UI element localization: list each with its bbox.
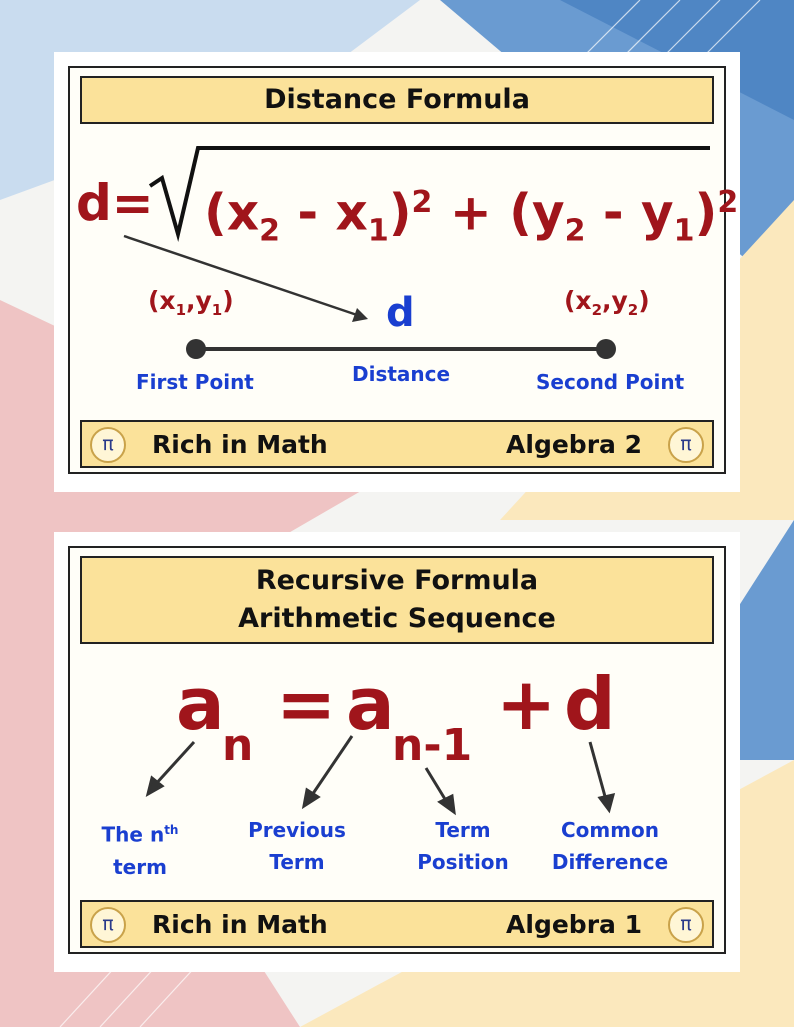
- label-common-difference: [544, 814, 676, 878]
- coord-subscript: 1: [211, 301, 223, 319]
- formula-graphics: [70, 68, 724, 472]
- coord-subscript: 2: [627, 301, 639, 319]
- formula-term-a-previous: a: [346, 662, 395, 746]
- first-point-coords: [148, 286, 234, 319]
- card-title-line-1: Recursive Formula: [255, 565, 539, 596]
- coord-part: ): [638, 286, 650, 315]
- formula-subscript: 2: [564, 213, 586, 249]
- label-text: Term: [435, 818, 491, 842]
- formula-plus: +: [496, 662, 557, 746]
- first-point-dot: [186, 339, 206, 359]
- formula-exponent: 2: [717, 185, 739, 220]
- formula-part: (x: [204, 183, 260, 242]
- formula-part: +: [432, 183, 510, 242]
- second-point-dot: [596, 339, 616, 359]
- formula-common-difference: d: [564, 662, 616, 746]
- label-text: Term: [269, 850, 325, 874]
- formula-equals: =: [276, 662, 337, 746]
- card-title-line-2: Arithmetic Sequence: [238, 603, 556, 634]
- formula-part: - y: [585, 183, 674, 242]
- label-text: Position: [417, 850, 509, 874]
- label-text: Previous: [248, 818, 346, 842]
- label-text: Difference: [551, 850, 669, 874]
- second-point-label: Second Point: [536, 370, 685, 394]
- distance-formula-radicand: [204, 168, 738, 267]
- label-nth-term: [98, 814, 182, 883]
- formula-term-a: a: [176, 662, 225, 746]
- distance-symbol: d: [386, 290, 415, 336]
- label-term-position: [408, 814, 518, 878]
- formula-part: - x: [279, 183, 368, 242]
- pi-logo-icon: π: [90, 427, 126, 463]
- formula-subscript: 2: [259, 213, 280, 249]
- coord-subscript: 2: [591, 301, 602, 319]
- formula-part: ): [388, 183, 412, 242]
- footer-course: Algebra 2: [506, 430, 642, 459]
- formula-d-equals: d=: [76, 174, 154, 232]
- pi-logo-icon: π: [668, 427, 704, 463]
- coord-part: ,y: [602, 286, 628, 315]
- pi-logo-icon: π: [90, 907, 126, 943]
- formula-part: ): [694, 183, 718, 242]
- distance-formula: [76, 168, 154, 238]
- label-text: The n: [101, 822, 165, 847]
- footer-brand: Rich in Math: [152, 430, 328, 459]
- pi-logo-icon: π: [668, 907, 704, 943]
- label-superscript: th: [164, 823, 179, 837]
- coord-part: ,y: [186, 286, 212, 315]
- formula-subscript-n: n: [222, 720, 254, 771]
- coord-part: (x: [148, 286, 176, 315]
- coord-subscript: 1: [175, 301, 186, 319]
- label-previous-term: [242, 814, 352, 878]
- first-point-label: First Point: [136, 370, 254, 394]
- label-text: Common: [560, 818, 660, 842]
- distance-label: Distance: [352, 362, 451, 386]
- footer-brand: Rich in Math: [152, 910, 328, 939]
- formula-subscript-n-1: n-1: [392, 720, 473, 771]
- recursive-formula-card: [68, 546, 726, 954]
- formula-subscript: 1: [367, 213, 389, 249]
- formula-exponent: 2: [411, 185, 433, 220]
- label-text: term: [113, 854, 167, 879]
- formula-subscript: 1: [673, 213, 695, 249]
- formula-part: (y: [509, 183, 565, 242]
- coord-part: (x: [564, 286, 592, 315]
- recursive-formula: [176, 664, 225, 744]
- second-point-coords: [564, 286, 650, 319]
- card-title: Distance Formula: [264, 84, 530, 115]
- card-footer: [80, 900, 714, 948]
- distance-formula-card: [68, 66, 739, 474]
- card-footer: [80, 420, 714, 468]
- footer-course: Algebra 1: [506, 910, 642, 939]
- coord-part: ): [222, 286, 234, 315]
